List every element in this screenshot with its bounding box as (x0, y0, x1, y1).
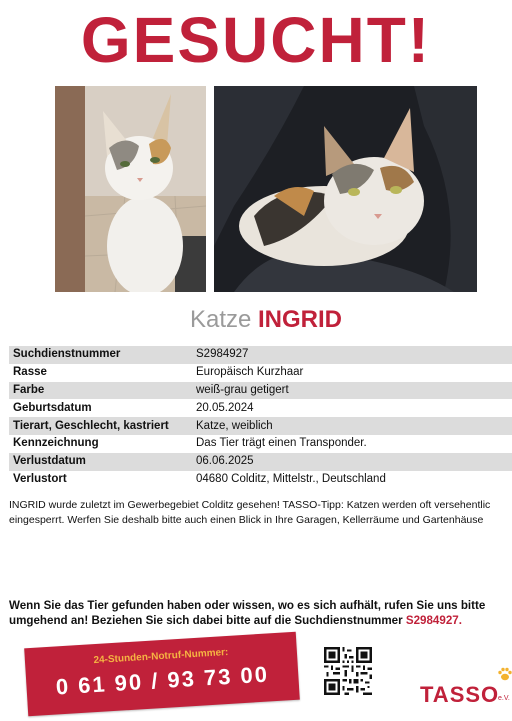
paw-icon (497, 666, 512, 682)
table-row (9, 364, 512, 382)
hotline-label: 24-Stunden-Notruf-Nummer: (93, 646, 229, 667)
callout-text (9, 598, 512, 628)
callout-line-text: umgehend an! Beziehen Sie sich dabei bitte auf die Suchdienstnummer (9, 614, 406, 627)
row-label: Rasse (9, 364, 192, 382)
pet-title (0, 305, 512, 335)
row-value: 04680 Colditz, Mittelstr., Deutschland (192, 471, 512, 489)
table-row (9, 417, 512, 435)
row-value: Katze, weiblich (192, 417, 512, 435)
callout-reference-number: S2984927. (405, 614, 462, 627)
logo-suffix: e.V. (498, 695, 510, 702)
table-row (9, 399, 512, 417)
row-label: Suchdienstnummer (9, 346, 192, 364)
cat-photo-in-bag (214, 86, 477, 292)
qr-code-icon[interactable] (324, 647, 372, 695)
row-value: weiß-grau getigert (192, 382, 512, 400)
page-headline: GESUCHT! (80, 4, 432, 76)
table-row (9, 382, 512, 400)
row-value: Europäisch Kurzhaar (192, 364, 512, 382)
row-label: Verlustdatum (9, 453, 192, 471)
pet-species: Katze (189, 306, 252, 333)
pet-name: INGRID (258, 306, 343, 333)
table-row (9, 435, 512, 453)
row-value: Das Tier trägt einen Transponder. (192, 435, 512, 453)
table-row (9, 453, 512, 471)
hotline-banner (24, 632, 300, 716)
callout-line: Wenn Sie das Tier gefunden haben oder wissen, wo es sich aufhält, rufen Sie uns bitte (9, 599, 486, 612)
cat-photo-sitting (55, 86, 206, 292)
row-value: S2984927 (192, 346, 512, 364)
row-value: 06.06.2025 (192, 453, 512, 471)
callout-line (9, 613, 512, 628)
row-label: Farbe (9, 382, 192, 400)
details-table (9, 346, 512, 488)
hotline-number[interactable]: 0 61 90 / 93 73 00 (55, 661, 270, 700)
row-label: Geburtsdatum (9, 399, 192, 417)
row-label: Tierart, Geschlecht, kastriert (9, 417, 192, 435)
row-label: Verlustort (9, 471, 192, 489)
description-text (9, 498, 512, 528)
table-row (9, 346, 512, 364)
tasso-logo (420, 664, 512, 714)
row-value: 20.05.2024 (192, 399, 512, 417)
table-row (9, 471, 512, 489)
description-line: INGRID wurde zuletzt im Gewerbegebiet Colditz gesehen! TASSO-Tipp: Katzen werden oft versehentlic (9, 499, 491, 511)
logo-text: TASSO (420, 682, 500, 707)
description-line: eingesperrt. Werfen Sie deshalb bitte auch einen Blick in Ihre Garagen, Kellerräume und Gartenhäuse (9, 514, 484, 526)
row-label: Kennzeichnung (9, 435, 192, 453)
